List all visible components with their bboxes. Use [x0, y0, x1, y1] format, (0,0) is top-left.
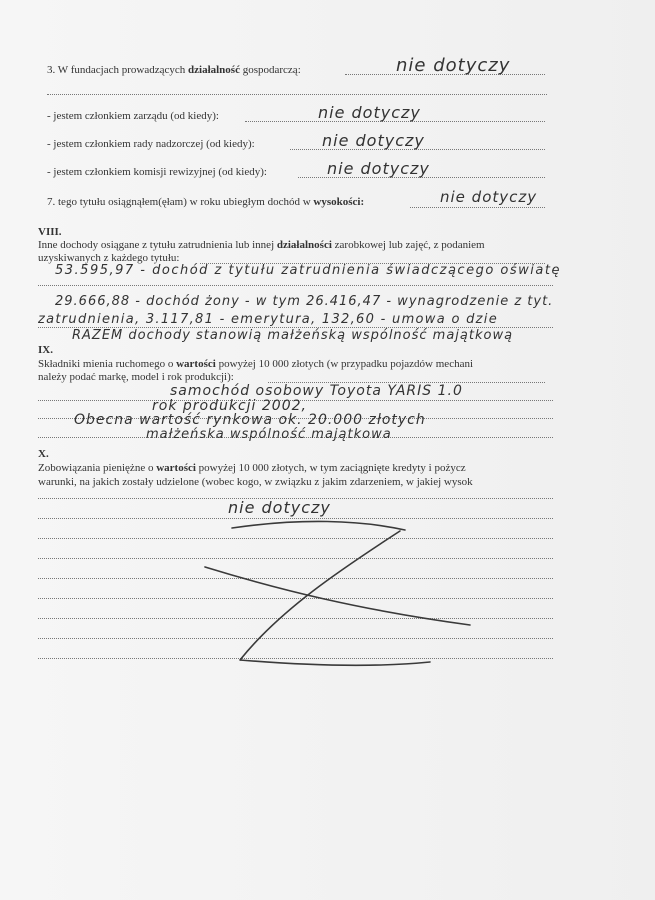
q3-bold: działalność — [188, 64, 240, 76]
viii-intro-a: Inne dochody osiągane z tytułu zatrudnienia lub innej — [38, 239, 277, 251]
zarzad-label: - jestem członkiem zarządu (od kiedy): — [47, 110, 219, 122]
rada-answer: nie dotyczy — [322, 131, 425, 150]
viii-intro-b: zarobkowej lub zajęć, z podaniem — [331, 239, 485, 251]
viii-answer-1: 53.595,97 - dochód z tytułu zatrudnienia świadczącego oświatę — [55, 263, 561, 278]
section-viii-heading: VIII. — [38, 226, 62, 238]
q7-answer: nie dotyczy — [440, 188, 538, 206]
viii-answer-4: RAZEM dochody stanowią małżeńską wspólność majątkową — [72, 328, 514, 343]
section-ix-intro-2: należy podać markę, model i rok produkcji): — [38, 371, 234, 383]
ix-answer-1: samochód osobowy Toyota YARIS 1.0 — [170, 383, 463, 399]
q7-bold: wysokości: — [313, 196, 365, 208]
section-x-intro-2: warunki, na jakich zostały udzielone (wobec kogo, w związku z jakim zdarzeniem, w jakiej wysok — [38, 476, 473, 488]
viii-answer-3: zatrudnienia, 3.117,81 - emerytura, 132,60 - umowa o dzie — [38, 312, 499, 327]
ix-answer-2: rok produkcji 2002, — [152, 398, 307, 414]
section-ix-heading: IX. — [38, 344, 53, 356]
q3-suffix: gospodarczą: — [239, 64, 301, 76]
komisja-answer: nie dotyczy — [327, 159, 430, 178]
x-intro-b: powyżej 10 000 złotych, w tym zaciągnięte kredyty i pożycz — [195, 462, 466, 474]
ix-intro-a: Składniki mienia ruchomego o — [38, 358, 177, 370]
ix-answer-4: małżeńska wspólność majątkowa — [146, 427, 392, 442]
q7-prefix: 7. tego tytułu osiągnąłem(ęłam) w roku ubiegłym dochód w — [47, 196, 314, 208]
komisja-label: - jestem członkiem komisji rewizyjnej (od kiedy): — [47, 166, 267, 178]
ix-intro-b: powyżej 10 000 złotych (w przypadku pojazdów mechani — [215, 358, 474, 370]
q3-answer: nie dotyczy — [396, 55, 511, 76]
ix-intro-bold: wartości — [176, 358, 216, 370]
viii-intro-bold: działalności — [276, 239, 332, 251]
x-answer: nie dotyczy — [228, 498, 331, 517]
rada-label: - jestem członkiem rady nadzorczej (od kiedy): — [47, 138, 255, 150]
ix-answer-3: Obecna wartość rynkowa ok. 20.000 złotych — [74, 412, 426, 428]
zarzad-answer: nie dotyczy — [318, 103, 421, 122]
viii-answer-2: 29.666,88 - dochód żony - w tym 26.416,47 - wynagrodzenie z tyt. — [55, 294, 554, 309]
x-intro-a: Zobowiązania pieniężne o — [38, 462, 157, 474]
x-intro-bold: wartości — [156, 462, 196, 474]
q3-prefix: 3. W fundacjach prowadzących — [47, 64, 189, 76]
section-x-heading: X. — [38, 448, 49, 460]
section-viii-intro-2: uzyskiwanych z każdego tytułu: — [38, 252, 180, 264]
